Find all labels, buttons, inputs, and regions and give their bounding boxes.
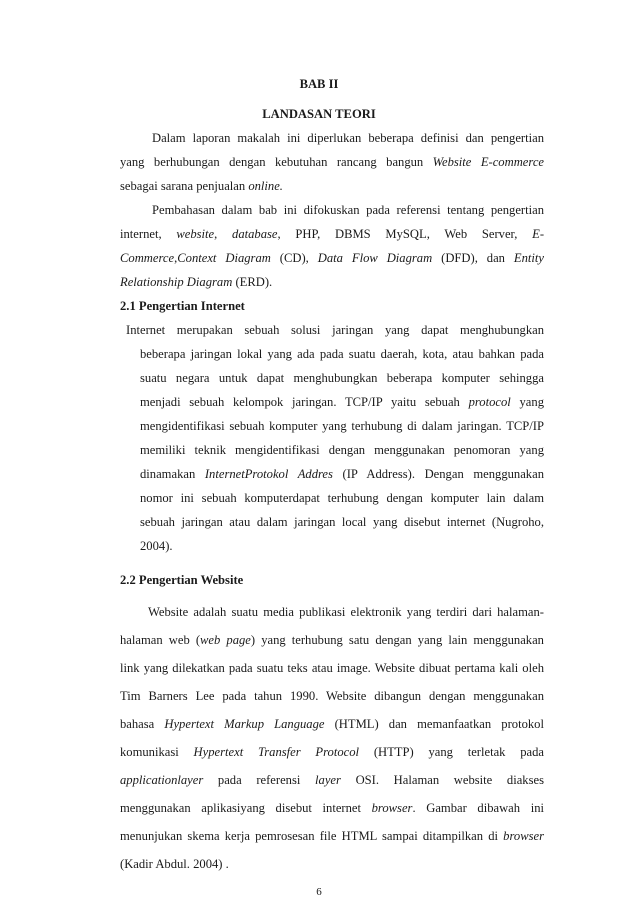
intro-p2-line4: Relationship Diagram (ERD). (120, 275, 273, 289)
s21-line2: beberapa jaringan lokal yang ada pada suatu daerah, kota, atau bahkan pada (140, 347, 544, 361)
section-heading-website: 2.2 Pengertian Website (120, 573, 244, 587)
intro-p1-line3: sebagai sarana penjualan online. (120, 179, 283, 193)
s22-line3: link yang dilekatkan pada suatu teks atau image. Website dibuat pertama kali oleh (120, 661, 544, 675)
s21-line8: nomor ini sebuah komputerdapat terhubung dengan komputer lain dalam (140, 491, 544, 505)
s21-line1: Internet merupakan sebuah solusi jaringan yang dapat menghubungkan (126, 323, 544, 337)
intro-p1-line2: yang berhubungan dengan kebutuhan rancang bangun Website E-commerce (120, 155, 544, 169)
s22-line6: komunikasi Hypertext Transfer Protocol (HTTP) yang terletak pada (120, 745, 545, 759)
intro-p2-line3: Commerce,Context Diagram (CD), Data Flow Diagram (DFD), dan Entity (120, 251, 544, 265)
chapter-title: LANDASAN TEORI (262, 107, 376, 121)
page-number: 6 (316, 886, 322, 898)
s21-line6: memiliki teknik mengidentifikasi dengan menggunakan penomoran yang (140, 443, 544, 457)
section-heading-internet: 2.1 Pengertian Internet (120, 299, 245, 313)
intro-p2-line1: Pembahasan dalam bab ini difokuskan pada referensi tentang pengertian (152, 203, 544, 217)
s22-line10: (Kadir Abdul. 2004) . (120, 857, 229, 871)
s22-line5: bahasa Hypertext Markup Language (HTML) dan memanfaatkan protokol (120, 717, 544, 731)
s22-line9: menunjukan skema kerja pemrosesan file HTML sampai ditampilkan di browser (120, 829, 544, 843)
s21-line5: mengidentifikasi sebuah komputer yang terhubung di dalam jaringan. TCP/IP (140, 419, 544, 433)
s21-line10: 2004). (140, 539, 173, 553)
s22-line1: Website adalah suatu media publikasi elektronik yang terdiri dari halaman- (148, 605, 544, 619)
s22-line8: menggunakan aplikasiyang disebut internet browser. Gambar dibawah ini (120, 801, 544, 815)
s22-line2: halaman web (web page) yang terhubung satu dengan yang lain menggunakan (120, 633, 544, 647)
s21-line4: menjadi sebuah kelompok jaringan. TCP/IP yaitu sebuah protocol yang (140, 395, 544, 409)
intro-p2-line2: internet, website, database, PHP, DBMS MySQL, Web Server, E- (120, 227, 545, 241)
chapter-label: BAB II (299, 77, 339, 91)
s21-line7: dinamakan InternetProtokol Addres (IP Address). Dengan menggunakan (140, 467, 544, 481)
s21-line9: sebuah jaringan atau dalam jaringan local yang disebut internet (Nugroho, (140, 515, 544, 529)
s21-line3: suatu negara untuk dapat menghubungkan beberapa komputer sehingga (140, 371, 544, 385)
s22-line7: applicationlayer pada referensi layer OSI. Halaman website diakses (120, 773, 544, 787)
s22-line4: Tim Barners Lee pada tahun 1990. Website dibangun dengan menggunakan (120, 689, 544, 703)
intro-p1-line1: Dalam laporan makalah ini diperlukan beberapa definisi dan pengertian (152, 131, 544, 145)
